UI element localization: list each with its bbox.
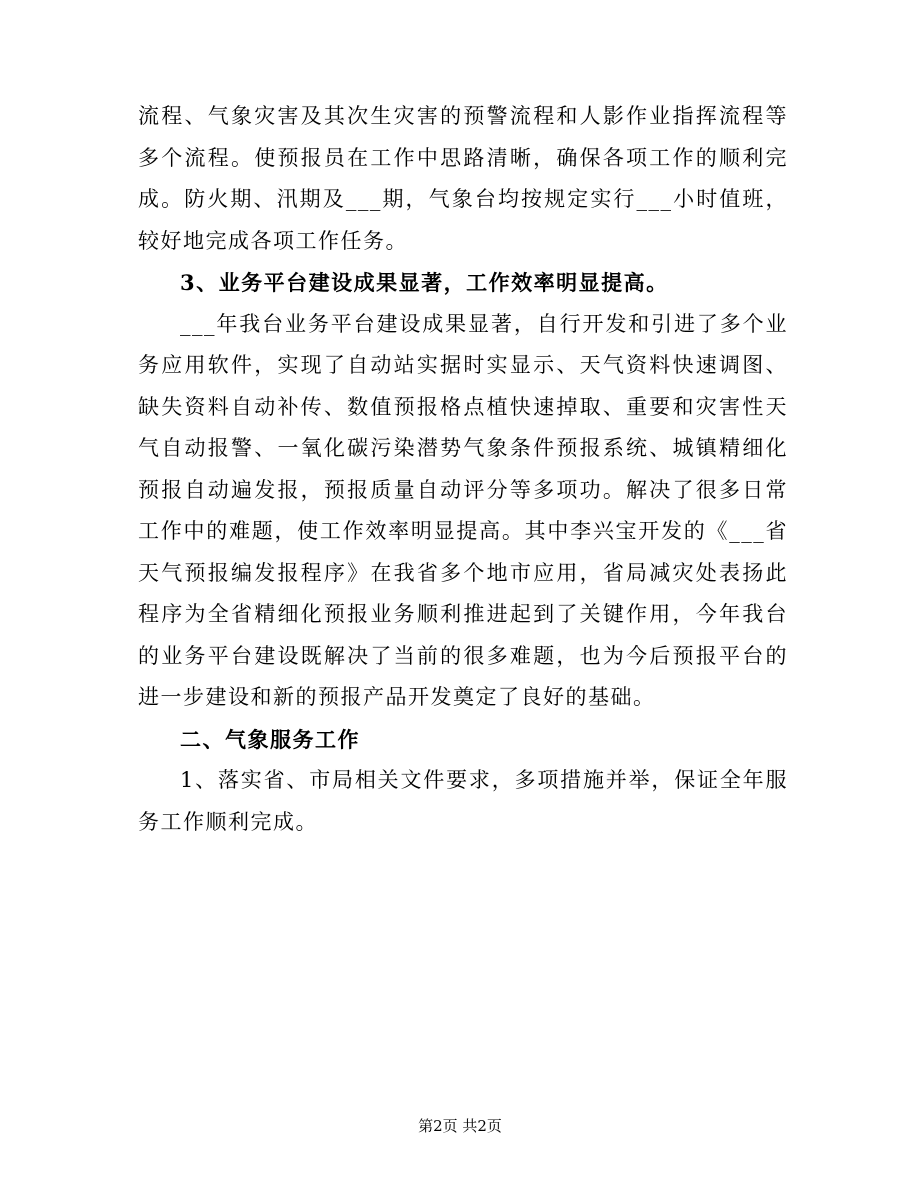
section-heading-platform: 3、业务平台建设成果显著，工作效率明显提高。: [180, 270, 669, 295]
document-body: [138, 96, 788, 843]
section-heading-service: 二、气象服务工作: [180, 726, 360, 752]
paragraph-continuation: 流程、气象灾害及其次生灾害的预警流程和人影作业指挥流程等多个流程。使预报员在工作中思路清晰，确保各项工作的顺利完成。防火期、汛期及___期，气象台均按规定实行___小时值班，较好地完成各项工作任务。: [138, 104, 788, 253]
page-number: 第2页 共2页: [418, 1117, 502, 1135]
paragraph-platform-details: ___年我台业务平台建设成果显著，自行开发和引进了多个业务应用软件，实现了自动站实据时实显示、天气资料快速调图、缺失资料自动补传、数值预报格点植快速掉取、重要和灾害性天气自动报警、一氧化碳污染潜势气象条件预报系统、城镇精细化预报自动遍发报，预报质量自动评分等多项功。解决了很多日常工作中的难题，使工作效率明显提高。其中李兴宝开发的《___省天气预报编发报程序》在我省多个地市应用，省局减灾处表扬此程序为全省精细化预报业务顺利推进起到了关键作用，今年我台的业务平台建设既解决了当前的很多难题，也为今后预报平台的进一步建设和新的预报产品开发奠定了良好的基础。: [138, 311, 788, 709]
paragraph-service-item: 1、落实省、市局相关文件要求，多项措施并举，保证全年服务工作顺利完成。: [138, 768, 788, 834]
